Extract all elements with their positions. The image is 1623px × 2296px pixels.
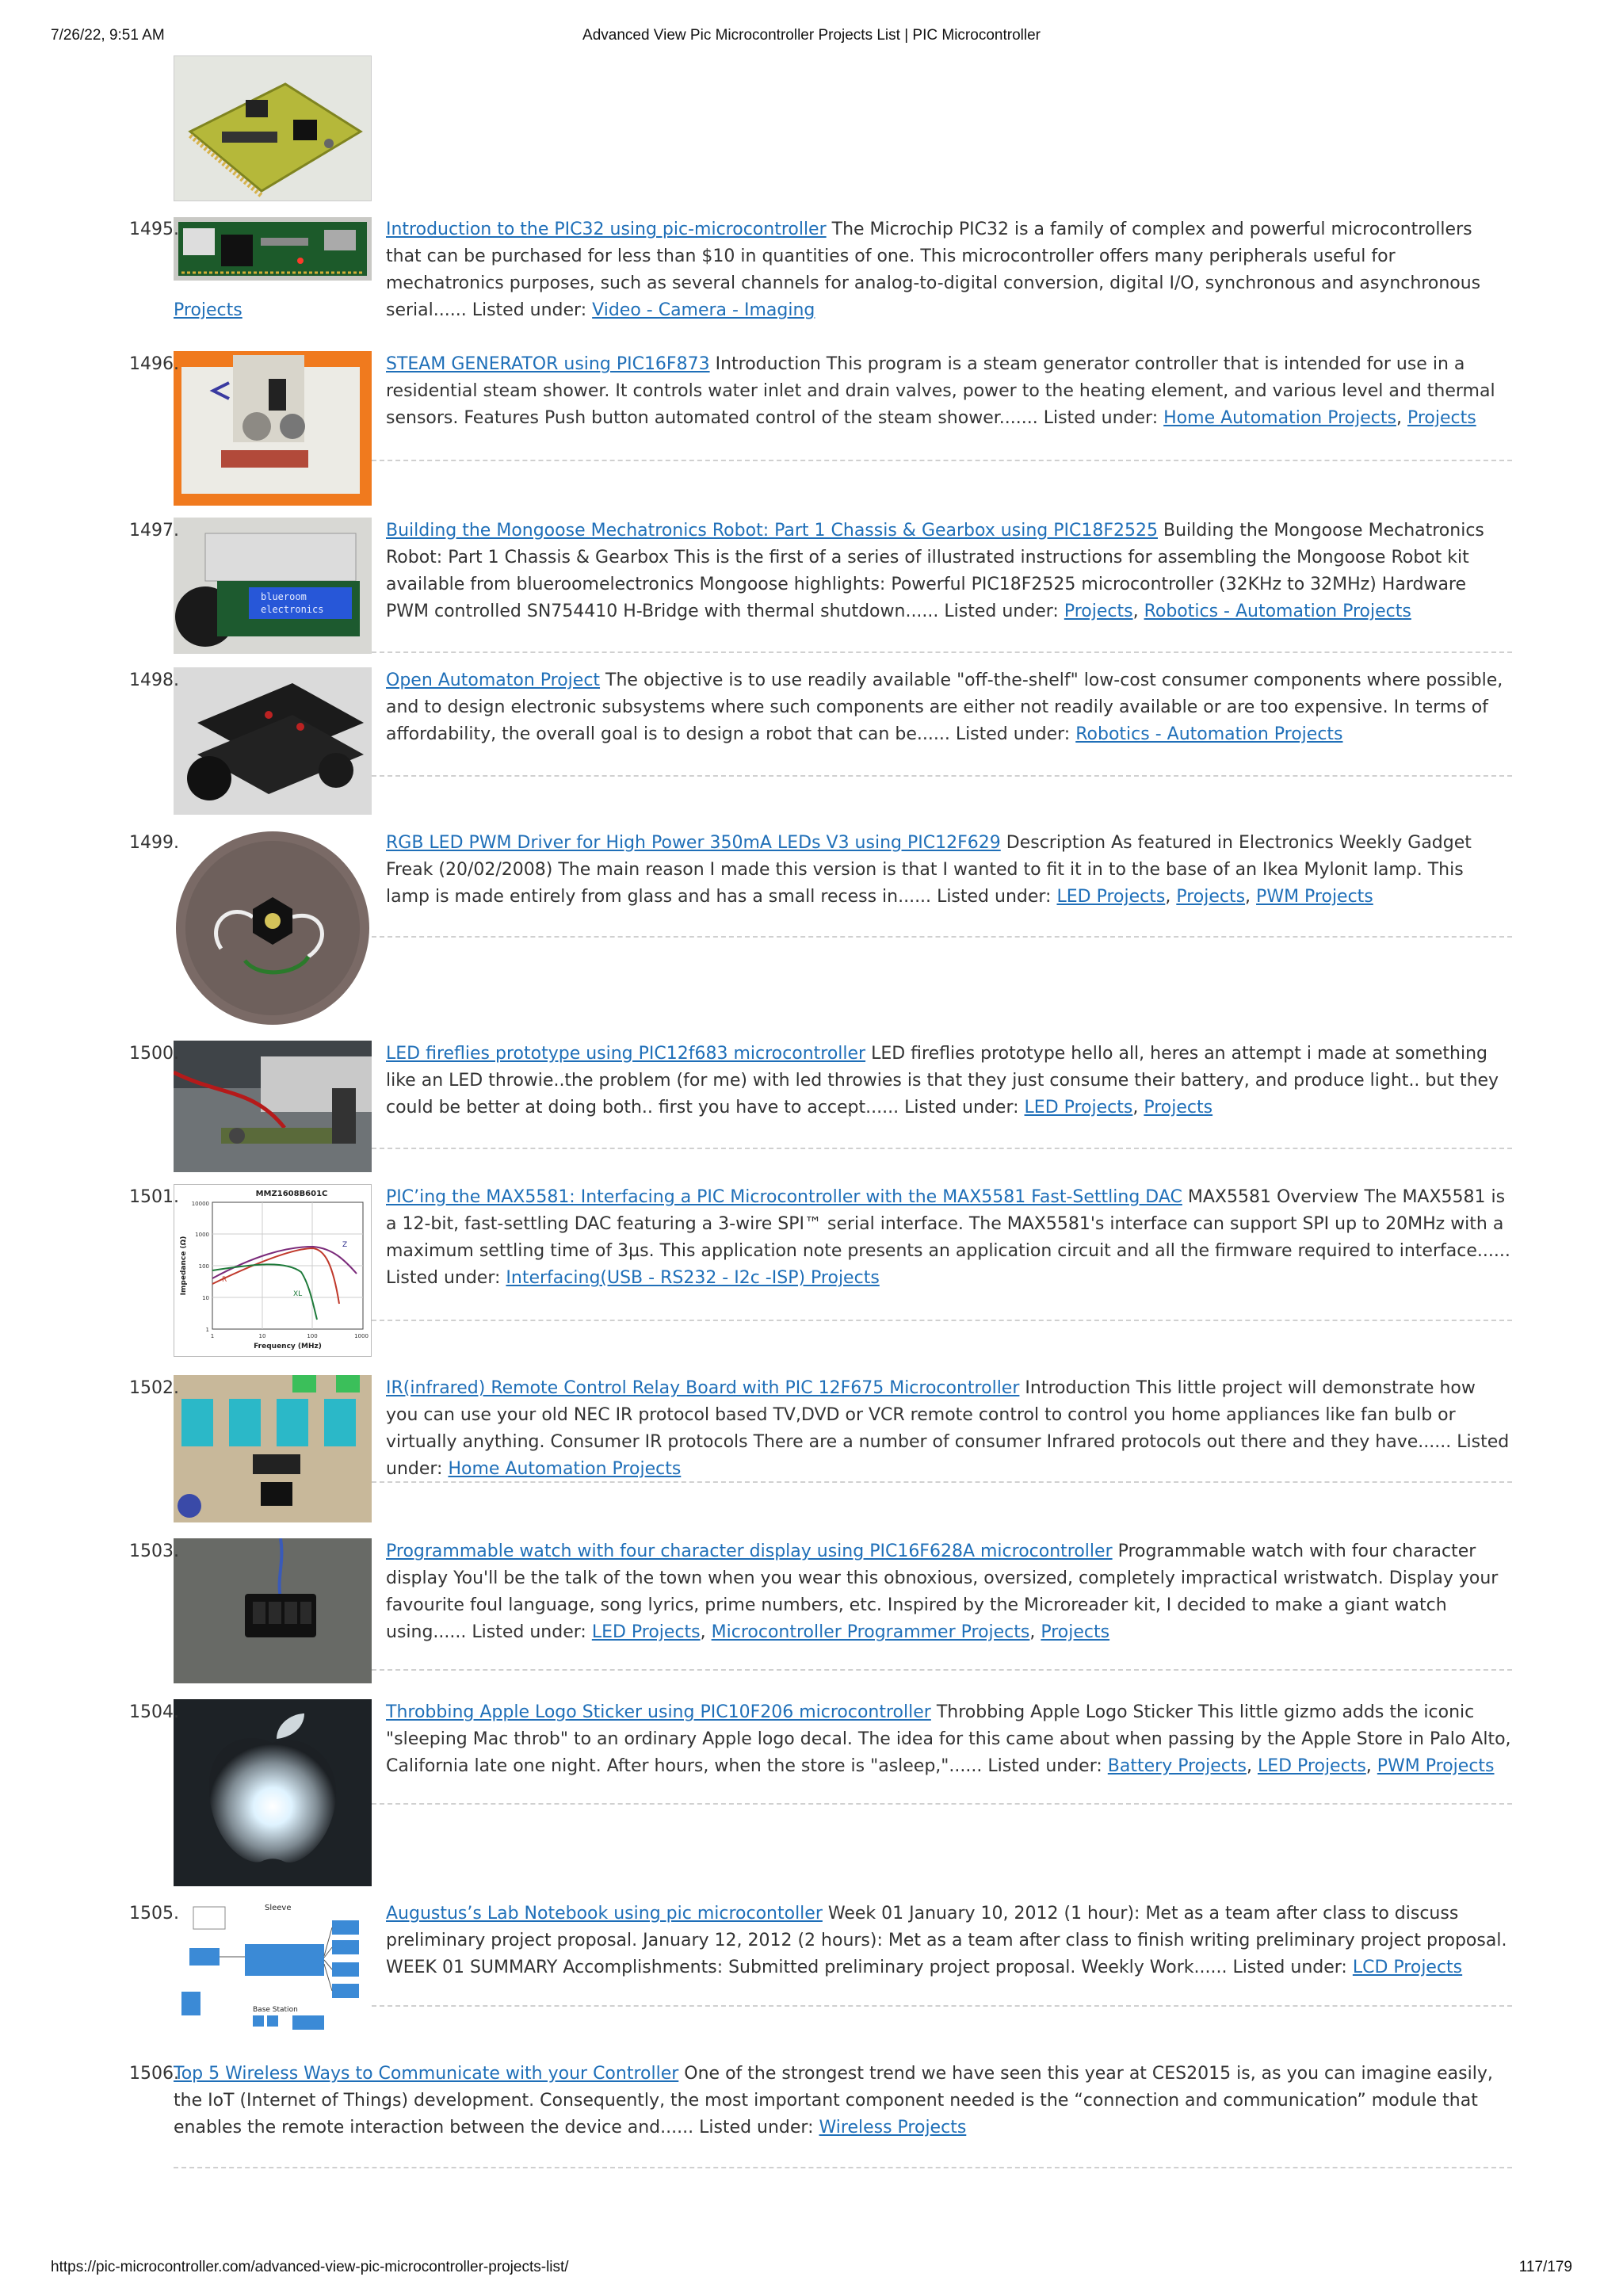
entry-number: 1499. (129, 833, 179, 853)
category-link-part1[interactable]: Video - Camera - Imaging (592, 300, 815, 320)
diagram-label: Sleeve (265, 1904, 292, 1912)
list-item (129, 830, 1512, 917)
entry-number: 1502. (129, 1378, 179, 1398)
entry-text: LED fireflies prototype using PIC12f683 microcontroller LED fireflies prototype hello all, heres an attempt i made at something like an LED throwie..the problem (for me) with led throwies is that they just consume their battery, and produce light.. but they could be better at doing both.. first you have to accept...... Listed under: LED Projects, Projects (386, 1044, 1499, 1117)
entry-divider (372, 1481, 1512, 1483)
list-item (129, 1538, 1512, 1657)
entry-description: The objective is to use readily available "off-the-shelf" low-cost consumer components where possible, and to design electronic subsystems where such components are either not readily available or are too expensive. In terms of affordability, the overall goal is to design a robot that can be...... (386, 670, 1503, 744)
entry-title-link[interactable]: RGB LED PWM Driver for High Power 350mA LEDs V3 using PIC12F629 (386, 833, 1001, 853)
entry-divider (372, 775, 1512, 777)
entry-description: Introduction This little project will demonstrate how you can use your old NEC IR protocol based TV,DVD or VCR remote control to control you home appliances like fan bulb or virtually anything. Consumer IR protocols There are a number of consumer Infrared protocols out there and they have...... (386, 1378, 1476, 1452)
listed-under-label: Listed under: (699, 2118, 814, 2137)
entry-number: 1505. (129, 1904, 179, 1924)
category-link[interactable]: LED Projects (591, 1622, 701, 1642)
entry-number: 1495. (129, 220, 179, 239)
list-item (129, 1375, 1512, 1479)
entry-divider (372, 1803, 1512, 1805)
entry-number: 1506. (129, 2064, 179, 2084)
category-link[interactable]: LED Projects (1257, 1756, 1366, 1776)
page-number: 117/179 (1518, 2259, 1572, 2275)
category-link[interactable]: Battery Projects (1107, 1756, 1247, 1776)
curve-label: Z (342, 1241, 348, 1249)
entry-text (174, 2061, 1512, 2141)
entry-description: Description As featured in Electronics Weekly Gadget Freak (20/02/2008) The main reason I made this version is that I wanted to fit it in to the base of an Ikea Mylonit lamp. This lamp is made entirely from glass and has a small recess in...... (386, 833, 1472, 907)
category-link[interactable]: Wireless Projects (819, 2118, 967, 2137)
list-item (129, 2061, 1512, 2148)
entry-number: 1501. (129, 1187, 179, 1207)
entry-title-link[interactable]: Building the Mongoose Mechatronics Robot: Part 1 Chassis & Gearbox using PIC18F2525 (386, 521, 1158, 541)
y-tick-label: 1 (205, 1327, 209, 1333)
entry-title-link[interactable]: Throbbing Apple Logo Sticker using PIC10F206 microcontroller (386, 1702, 931, 1722)
listed-under-label: Listed under: (472, 1622, 586, 1642)
category-link[interactable]: Microcontroller Programmer Projects (711, 1622, 1030, 1642)
entry-title-link[interactable]: LED fireflies prototype using PIC12f683 microcontroller (386, 1044, 866, 1064)
entry-title-link[interactable]: PIC’ing the MAX5581: Interfacing a PIC Microcontroller with the MAX5581 Fast-Settling DAC (386, 1187, 1182, 1207)
chart-x-axis-label: Frequency (MHz) (254, 1343, 322, 1350)
y-tick-label: 10 (202, 1295, 209, 1301)
listed-under-label: Listed under: (1043, 408, 1159, 428)
page-url: https://pic-microcontroller.com/advanced-view-pic-microcontroller-projects-list/ (51, 2259, 569, 2275)
curve-label: XL (293, 1290, 303, 1298)
entry-number: 1496. (129, 354, 179, 374)
entry-title-link[interactable]: Augustus’s Lab Notebook using pic microcontoller (386, 1904, 823, 1924)
listed-under-label: Listed under: (987, 1756, 1102, 1776)
list-item (129, 1901, 1512, 1988)
listed-under-label: Listed under: (386, 1268, 501, 1288)
list-item (129, 518, 1512, 636)
category-link[interactable]: Projects (1176, 887, 1246, 907)
x-tick-label: 1 (210, 1333, 215, 1339)
listed-under-label: Listed under: (472, 300, 587, 320)
category-link[interactable]: Projects (1064, 602, 1133, 621)
entry-divider (372, 1320, 1512, 1321)
entry-divider (372, 1148, 1512, 1149)
entry-description: One of the strongest trend we have seen this year at CES2015 is, as you can imagine easily, the IoT (Internet of Things) development. Consequently, the most important component needed is the “connection and communication” module that enables the remote interaction between the device and...... (174, 2064, 1493, 2137)
entry-divider (174, 2167, 1512, 2168)
print-datetime: 7/26/22, 9:51 AM (51, 27, 165, 44)
entry-number: 1503. (129, 1541, 179, 1561)
category-link[interactable]: Projects (1041, 1622, 1110, 1642)
list-item (129, 1699, 1512, 1786)
listed-under-label: Listed under: (937, 887, 1052, 907)
entry-text (386, 1375, 1512, 1483)
entry-divider (372, 460, 1512, 461)
list-item (129, 667, 1512, 755)
category-link[interactable]: LED Projects (1056, 887, 1166, 907)
lcd-line-2: electronics (261, 604, 324, 615)
category-link[interactable]: PWM Projects (1377, 1756, 1495, 1776)
entry-description: Building the Mongoose Mechatronics Robot: Part 1 Chassis & Gearbox This is the first of a series of illustrated instructions for assembling the Mongoose Robot kit available from blueroomelectronics Mongoose highlights: Powerful PIC18F2525 microcontroller (32KHz to 32MHz) Hardware PWM controlled SN754410 H-Bridge with thermal shutdown...... (386, 521, 1484, 621)
entry-description: Introduction This program is a steam generator controller that is intended for use in a residential steam shower. It controls water inlet and drain valves, power to the heating element, and various level and thermal sensors. Features Push button automated control of the steam shower....... (386, 354, 1495, 428)
x-tick-label: 100 (307, 1333, 318, 1339)
entry-title-link[interactable]: STEAM GENERATOR using PIC16F873 (386, 354, 710, 374)
entry-description: Throbbing Apple Logo Sticker This little gizmo adds the iconic "sleeping Mac throb" to an ordinary Apple logo decal. The idea for this came about when passing by the Apple Store in Palo Alto, California late one night. After hours, when the store is "asleep,"...... (386, 1702, 1511, 1776)
entry-description: Programmable watch with four character display You'll be the talk of the town when you wear this obnoxious, oversized, completely impractical wristwatch. Display your favourite foul language, song lyrics, prime numbers, etc. Inspired by the Microreader kit, I decided to make a giant watch using...... (386, 1541, 1499, 1642)
entry-title-link[interactable]: IR(infrared) Remote Control Relay Board with PIC 12F675 Microcontroller (386, 1378, 1020, 1398)
entry-description: The Microchip PIC32 is a family of complex and powerful microcontrollers that can be purchased for less than $10 in quantities of one. This microcontroller offers many peripherals useful for mechatronics purposes, such as several channels for analog-to-digital conversion, digital I/O, synchronous and asynchronous serial...... (386, 220, 1481, 320)
category-link[interactable]: PWM Projects (1256, 887, 1373, 907)
entry-text: Throbbing Apple Logo Sticker using PIC10F206 microcontroller Throbbing Apple Logo Sticker This little gizmo adds the iconic "sleeping Mac throb" to an ordinary Apple logo decal. The idea for this came about when passing by the Apple Store in Palo Alto, California late one night. After hours, when the store is "asleep,"...... Listed under: Battery Projects, LED Projects, PWM Projects (386, 1702, 1511, 1776)
x-tick-label: 1000 (354, 1333, 369, 1339)
thumbnail-pcb-board-top (174, 55, 372, 201)
category-link[interactable]: Robotics - Automation Projects (1144, 602, 1411, 621)
entry-divider (372, 1669, 1512, 1671)
entry-text (386, 1901, 1512, 1981)
category-link[interactable]: Robotics - Automation Projects (1075, 724, 1343, 744)
listed-under-label: Listed under: (944, 602, 1059, 621)
listed-under-label: Listed under: (1232, 1958, 1347, 1977)
category-wrap (174, 297, 242, 324)
entry-text (386, 216, 1512, 324)
category-link[interactable]: LCD Projects (1352, 1958, 1463, 1977)
entry-title-link[interactable]: Introduction to the PIC32 using pic-microcontroller (386, 220, 827, 239)
category-link[interactable]: Projects (1407, 408, 1476, 428)
category-link-part2[interactable]: Projects (174, 300, 242, 320)
chart-title: MMZ1608B601C (255, 1190, 328, 1198)
entry-text: Building the Mongoose Mechatronics Robot: Part 1 Chassis & Gearbox using PIC18F2525 Building the Mongoose Mechatronics Robot: Part 1 Chassis & Gearbox This is the first of a series of illustrated instructions for assembling the Mongoose Robot kit available from blueroomelectronics Mongoose highlights: Powerful PIC18F2525 microcontroller (32KHz to 32MHz) Hardware PWM controlled SN754410 H-Bridge with thermal shutdown...... Listed under: Projects, Robotics - Automation Projects (386, 521, 1484, 621)
lcd-line-1: blueroom (261, 591, 307, 602)
entry-divider (372, 651, 1512, 653)
listed-under-label: Listed under: (955, 724, 1071, 744)
list-item (129, 1184, 1512, 1303)
y-tick-label: 1000 (195, 1232, 209, 1238)
category-link[interactable]: Interfacing(USB - RS232 - I2c -ISP) Projects (506, 1268, 880, 1288)
y-tick-label: 10000 (191, 1201, 209, 1207)
entry-title-link[interactable]: Top 5 Wireless Ways to Communicate with your Controller (174, 2064, 679, 2084)
entry-text: RGB LED PWM Driver for High Power 350mA LEDs V3 using PIC12F629 Description As featured in Electronics Weekly Gadget Freak (20/02/2008) The main reason I made this version is that I wanted to fit it in to the base of an Ikea Mylonit lamp. This lamp is made entirely from glass and has a small recess in...... Listed under: LED Projects, Projects, PWM Projects (386, 833, 1472, 907)
entry-description: MAX5581 Overview The MAX5581 is a 12-bit, fast-settling DAC featuring a 3-wire SPI™ serial interface. The MAX5581's interface can support SPI up to 20MHz with a maximum settling time of 3µs. This application note presents an application circuit and all the firmware required to interface...... (386, 1187, 1510, 1261)
entry-number: 1497. (129, 521, 179, 541)
diagram-label: Base Station (253, 2006, 298, 2014)
chart-y-axis-label: Impedance (Ω) (180, 1236, 188, 1296)
entry-divider (372, 2005, 1512, 2007)
entry-divider (372, 936, 1512, 938)
listed-under-label: Listed under: (386, 1432, 1510, 1479)
entry-title-link[interactable]: Open Automaton Project (386, 670, 601, 690)
listed-under-label: Listed under: (904, 1098, 1019, 1117)
category-link[interactable]: Home Automation Projects (448, 1459, 682, 1479)
x-tick-label: 10 (258, 1333, 266, 1339)
entry-text (386, 667, 1512, 748)
entry-text: Programmable watch with four character display using PIC16F628A microcontroller Programmable watch with four character display You'll be the talk of the town when you wear this obnoxious, oversized, completely impractical wristwatch. Display your favourite foul language, song lyrics, prime numbers, etc. Inspired by the Microreader kit, I decided to make a giant watch using...... Listed under: LED Projects, Microcontroller Programmer Projects, Projects (386, 1541, 1499, 1642)
list-item (129, 216, 1512, 320)
list-item (129, 1041, 1512, 1128)
category-link[interactable]: LED Projects (1024, 1098, 1133, 1117)
curve-label: R (222, 1276, 227, 1284)
entry-text: STEAM GENERATOR using PIC16F873 Introduction This program is a steam generator controller that is intended for use in a residential steam shower. It controls water inlet and drain valves, power to the heating element, and various level and thermal sensors. Features Push button automated control of the steam shower....... Listed under: Home Automation Projects, Projects (386, 354, 1495, 428)
category-link[interactable]: Home Automation Projects (1163, 408, 1396, 428)
entry-title-link[interactable]: Programmable watch with four character display using PIC16F628A microcontroller (386, 1541, 1113, 1561)
page-title: Advanced View Pic Microcontroller Projects List | PIC Microcontroller (582, 27, 1041, 44)
y-tick-label: 100 (198, 1263, 209, 1270)
entry-description: LED fireflies prototype hello all, heres an attempt i made at something like an LED throwie..the problem (for me) with led throwies is that they just consume their battery, and produce light.. but they could be better at doing both.. first you have to accept...... (386, 1044, 1499, 1117)
list-item (129, 351, 1512, 438)
category-link[interactable]: Projects (1144, 1098, 1213, 1117)
entry-description: Week 01 January 10, 2012 (1 hour): Met as a team after class to discuss preliminary project proposal. January 12, 2012 (2 hours): Met as a team after class to finish writing preliminary project proposal. WEEK 01 SUMMARY Accomplishments: Submitted preliminary project proposal. Weekly Work...... (386, 1904, 1507, 1977)
entry-number: 1500. (129, 1044, 179, 1064)
entry-number: 1504. (129, 1702, 179, 1722)
entry-text (386, 1184, 1512, 1292)
entry-number: 1498. (129, 670, 179, 690)
